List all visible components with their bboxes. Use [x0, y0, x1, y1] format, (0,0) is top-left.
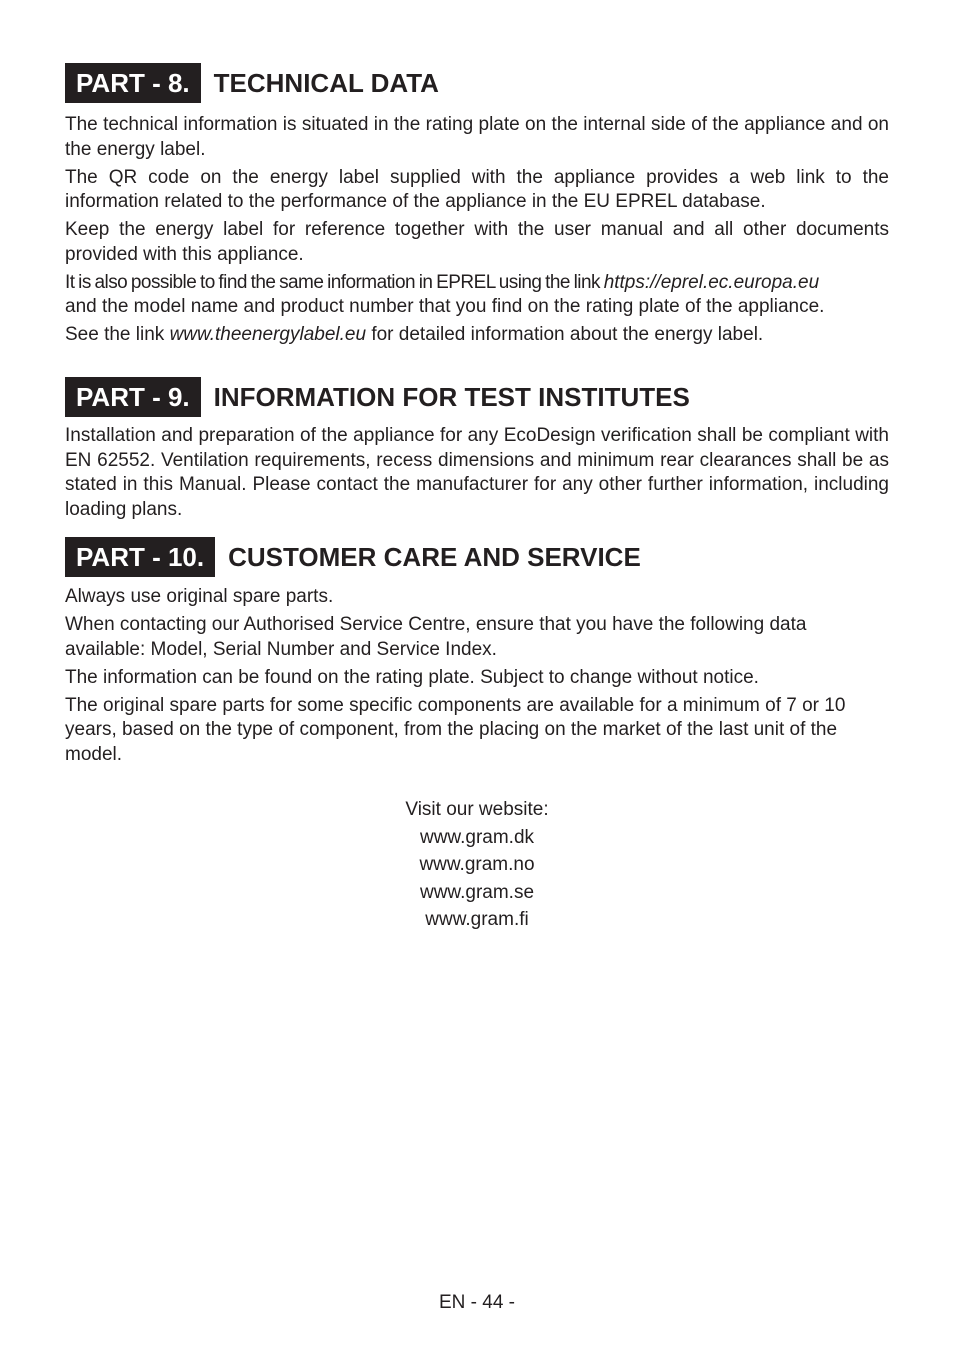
section-heading	[65, 537, 889, 577]
part-badge: PART - 9.	[65, 377, 201, 417]
paragraph: The information can be found on the rating plate. Subject to change without notice.	[65, 666, 759, 688]
section-technical-data	[65, 63, 889, 348]
paragraph-text: See the link	[65, 324, 170, 345]
paragraph: When contacting our Authorised Service Centre, ensure that you have the following data available: Model, Serial Number and Service Index.	[65, 614, 807, 660]
paragraph: The original spare parts for some specific components are available for a minimum of 7 or 10 years, based on the type of component, from the placing on the market of the last unit of the model.	[65, 694, 846, 765]
section-title: TECHNICAL DATA	[213, 67, 439, 98]
paragraph: Installation and preparation of the appliance for any EcoDesign verification shall be compliant with EN 62552. Ventilation requirements, recess dimensions and minimum rear clearances shall be as stated in this Manual. Please contact the manufacturer for any other further information, including loading plans.	[65, 425, 889, 520]
section-heading	[65, 63, 889, 103]
eprel-link[interactable]: https://eprel.ec.europa.eu	[603, 271, 820, 293]
paragraph: Keep the energy label for reference together with the user manual and all other documents provided with this appliance.	[65, 219, 889, 265]
section-title: INFORMATION FOR TEST INSTITUTES	[213, 381, 690, 412]
part-badge: PART - 8.	[65, 63, 201, 103]
website-link-fi[interactable]: www.gram.fi	[425, 909, 529, 931]
paragraph-text: for detailed information about the energy label.	[366, 324, 764, 345]
website-block	[0, 796, 954, 934]
website-label: Visit our website:	[405, 799, 549, 820]
section-title: CUSTOMER CARE AND SERVICE	[228, 541, 641, 572]
website-link-dk[interactable]: www.gram.dk	[419, 826, 535, 848]
website-link-no[interactable]: www.gram.no	[419, 854, 535, 876]
paragraph: Always use original spare parts.	[65, 586, 334, 607]
section-test-institutes	[65, 377, 889, 522]
energylabel-link[interactable]: www.theenergylabel.eu	[169, 324, 367, 345]
section-heading	[65, 377, 889, 417]
paragraph-text: and the model name and product number that you find on the rating plate of the appliance.	[65, 296, 825, 317]
paragraph-eprel	[65, 271, 889, 320]
website-link-se[interactable]: www.gram.se	[419, 881, 535, 903]
paragraph-text: It is also possible to find the same information in EPREL using the link	[65, 271, 604, 293]
paragraph: The QR code on the energy label supplied with the appliance provides a web link to the information related to the performance of the appliance in the EU EPREL database.	[65, 166, 889, 212]
paragraph: The technical information is situated in the rating plate on the internal side of the appliance and on the energy label.	[65, 114, 889, 160]
paragraph-energylabel	[65, 323, 889, 348]
page-number: EN - 44 -	[438, 1292, 516, 1313]
section-customer-care	[65, 537, 889, 767]
part-badge: PART - 10.	[65, 537, 215, 577]
